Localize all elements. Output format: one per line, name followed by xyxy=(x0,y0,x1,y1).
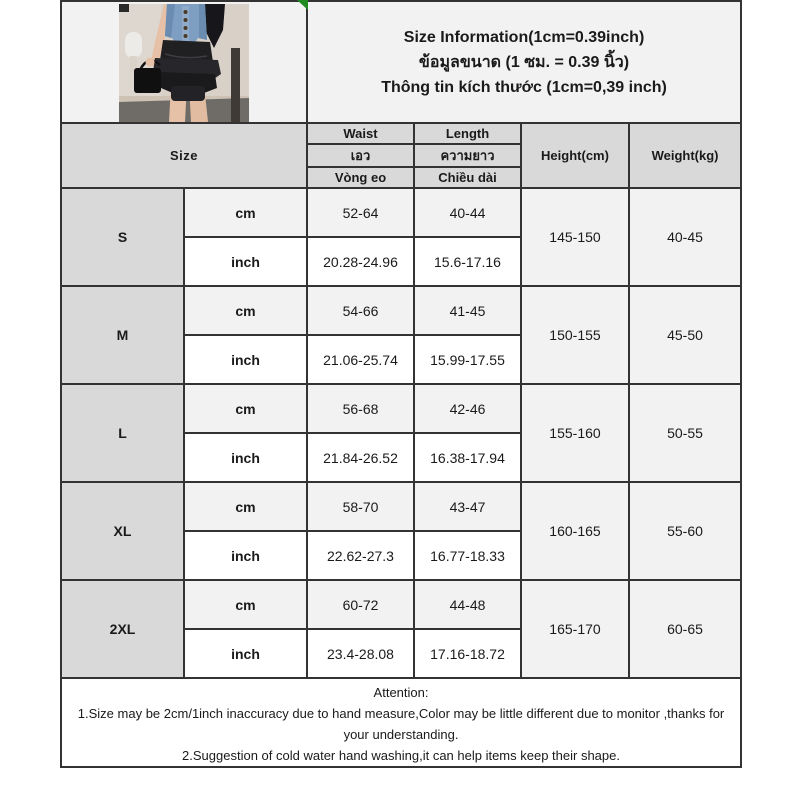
unit-cm-label: cm xyxy=(184,482,307,531)
unit-inch-label: inch xyxy=(184,629,307,678)
attention-line-1: 1.Size may be 2cm/1inch inaccuracy due to hand measure,Color may be little different due to monitor ,thanks for your understanding. xyxy=(77,706,725,742)
size-label-m: M xyxy=(61,286,184,384)
title-line-en: Size Information(1cm=0.39inch) xyxy=(403,28,645,46)
height-value: 145-150 xyxy=(521,188,629,286)
size-chart-table xyxy=(60,0,742,768)
attention-line-2: 2.Suggestion of cold water hand washing,it can help items keep their shape. xyxy=(182,748,620,763)
table-row-m-cm xyxy=(61,286,741,335)
length-inch-value: 17.16-18.72 xyxy=(414,629,521,678)
length-inch-value: 15.6-17.16 xyxy=(414,237,521,286)
waist-inch-value: 23.4-28.08 xyxy=(307,629,414,678)
unit-inch-label: inch xyxy=(184,433,307,482)
waist-cm-value: 54-66 xyxy=(307,286,414,335)
size-label-s: S xyxy=(61,188,184,286)
length-inch-value: 16.38-17.94 xyxy=(414,433,521,482)
length-cm-value: 42-46 xyxy=(414,384,521,433)
waist-cm-value: 56-68 xyxy=(307,384,414,433)
length-inch-value: 16.77-18.33 xyxy=(414,531,521,580)
size-label-xl: XL xyxy=(61,482,184,580)
size-information-title xyxy=(307,1,741,123)
length-cm-value: 44-48 xyxy=(414,580,521,629)
attention-title: Attention: xyxy=(373,685,429,700)
weight-value: 50-55 xyxy=(629,384,741,482)
waist-cm-value: 58-70 xyxy=(307,482,414,531)
length-inch-value: 15.99-17.55 xyxy=(414,335,521,384)
waist-header-vi: Vòng eo xyxy=(307,167,414,188)
unit-inch-label: inch xyxy=(184,335,307,384)
height-value: 155-160 xyxy=(521,384,629,482)
title-line-vi: Thông tin kích thước (1cm=0,39 inch) xyxy=(381,78,667,96)
column-header-row-en xyxy=(61,123,741,144)
weight-value: 40-45 xyxy=(629,188,741,286)
size-label-l: L xyxy=(61,384,184,482)
length-cm-value: 41-45 xyxy=(414,286,521,335)
waist-cm-value: 60-72 xyxy=(307,580,414,629)
size-label-2xl: 2XL xyxy=(61,580,184,678)
green-corner-marker-icon xyxy=(297,0,308,10)
product-photo-cell xyxy=(61,1,307,123)
table-row-xl-cm xyxy=(61,482,741,531)
length-cm-value: 43-47 xyxy=(414,482,521,531)
table-row-2xl-cm xyxy=(61,580,741,629)
unit-cm-label: cm xyxy=(184,580,307,629)
attention-row xyxy=(61,678,741,767)
unit-cm-label: cm xyxy=(184,384,307,433)
product-photo xyxy=(119,4,249,122)
weight-value: 60-65 xyxy=(629,580,741,678)
header-row xyxy=(61,1,741,123)
table-row-l-cm xyxy=(61,384,741,433)
waist-cm-value: 52-64 xyxy=(307,188,414,237)
length-header-en: Length xyxy=(414,123,521,144)
waist-inch-value: 20.28-24.96 xyxy=(307,237,414,286)
height-column-header: Height(cm) xyxy=(521,123,629,188)
weight-value: 55-60 xyxy=(629,482,741,580)
waist-inch-value: 21.06-25.74 xyxy=(307,335,414,384)
weight-column-header: Weight(kg) xyxy=(629,123,741,188)
waist-inch-value: 21.84-26.52 xyxy=(307,433,414,482)
unit-cm-label: cm xyxy=(184,188,307,237)
length-header-th: ความยาว xyxy=(414,144,521,167)
length-header-vi: Chiều dài xyxy=(414,167,521,188)
height-value: 150-155 xyxy=(521,286,629,384)
table-row-s-cm xyxy=(61,188,741,237)
title-line-th: ข้อมูลขนาด (1 ซม. = 0.39 นิ้ว) xyxy=(418,53,630,71)
waist-inch-value: 22.62-27.3 xyxy=(307,531,414,580)
weight-value: 45-50 xyxy=(629,286,741,384)
height-value: 160-165 xyxy=(521,482,629,580)
unit-cm-label: cm xyxy=(184,286,307,335)
waist-header-en: Waist xyxy=(307,123,414,144)
attention-note xyxy=(61,678,741,767)
waist-header-th: เอว xyxy=(307,144,414,167)
unit-inch-label: inch xyxy=(184,531,307,580)
height-value: 165-170 xyxy=(521,580,629,678)
unit-inch-label: inch xyxy=(184,237,307,286)
size-column-header: Size xyxy=(61,123,307,188)
length-cm-value: 40-44 xyxy=(414,188,521,237)
